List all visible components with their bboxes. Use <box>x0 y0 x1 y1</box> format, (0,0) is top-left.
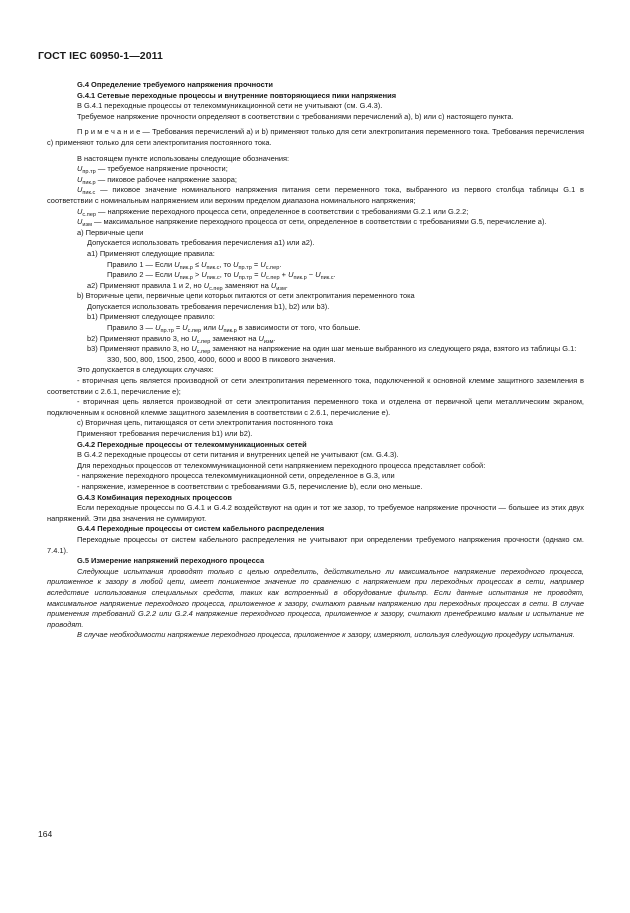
list-text: Допускается использовать требования перечисления b1), b2) или b3). <box>87 301 330 311</box>
symbol-definition: $U_{изм}$ — максимальное напряжение переходного процесса от сети, определенное в соответствии с требованиями G.5, перечисление a). <box>77 217 547 229</box>
paragraph: В G.4.1 переходные процессы от телекоммуникационной сети не учитывают (см. G.4.3). <box>77 101 383 111</box>
case-item: - вторичная цепь является производной от сети электропитания переменного тока и отделена от первичной цепи металлическим экраном, подключенным к основной клемме защитного заземления в соответствии с 2.6.1, перечисление e). <box>47 397 584 417</box>
section-heading-g43: G.4.3 Комбинация переходных процессов <box>77 492 232 502</box>
section-heading-g5: G.5 Измерение напряжений переходного процесса <box>77 556 265 566</box>
paragraph: Переходные процессы от систем кабельного распределения не учитывают при определении требуемого напряжения прочности (однако см. 7.4.1). <box>47 534 584 555</box>
list-item-a1: a1) Применяют следующие правила: <box>87 248 215 258</box>
symbol-definition: $U_{пик.с}$ — пиковое значение номинального напряжения питания сети переменного тока, выбранного из первого столбца таблицы G.1 в соответствии с номинальным напряжением или верхним пределом диапазона номинального напряжения; <box>47 185 584 205</box>
list-text: Применяют требования перечисления b1) или b2). <box>77 429 253 438</box>
italic-paragraph: Следующие испытания проводят только с целью определить, действительно ли максимальное напряжение переходного процесса, приложенное к зазору в любой цепи, имеет пониженное значение по сравнению с напряжением при переходных процессах в сети, например вследствие использования специальных средств, таких как встроенный в оборудование фильтр. Если данные испытания не проводят, максимальное напряжение переходного процесса, приложенное к зазору, считают равным напряжению при переходных процессах в сети. В случае применения требований G.2.2 или G.2.4 напряжение переходного процесса, приложенное к зазору, считают пренебрежимо малым и испытание не проводят. <box>47 566 584 629</box>
rule-1: Правило 1 — Если $U_{пик.р} \le U_{пик.с}$, то $U_{пр.тр} = U_{с.пер}$. <box>107 259 282 271</box>
italic-paragraph: В случае необходимости напряжение переходного процесса, приложенное к зазору, измеряют, используя следующую процедуру испытания. <box>77 630 575 640</box>
list-item-c: c) Вторичная цепь, питающаяся от сети электропитания постоянного тока <box>77 418 333 428</box>
bullet-item: - напряжение, измеренное в соответствии с требованиями G.5, перечисление b), если оно меньше. <box>77 481 423 491</box>
page-number: 164 <box>38 829 53 839</box>
list-item-b: b) Вторичные цепи, первичные цепи которых питаются от сети электропитания переменного тока <box>77 291 415 301</box>
section-heading-g4: G.4 Определение требуемого напряжения прочности <box>77 80 273 89</box>
bullet-item: - напряжение переходного процесса телекоммуникационной сети, определенное в G.3, или <box>77 471 395 481</box>
paragraph: Если переходные процессы по G.4.1 и G.4.2 воздействуют на один и тот же зазор, то требуемое напряжение прочности — большее из этих двух напряжений. Эти два значения не суммируют. <box>47 503 584 523</box>
list-item-b3: b3) Применяют правило 3, но $U_{с.пер}$ заменяют на напряжение на один шаг меньше выбранного из следующего ряда, взятого из таблицы G.1: <box>87 344 577 356</box>
paragraph: Требуемое напряжение прочности определяют в соответствии с требованиями перечислений a), b) или c) настоящего пункта. <box>77 111 514 121</box>
note-label: П р и м е ч а н и е <box>77 127 141 137</box>
document-header: ГОСТ IEC 60950-1—2011 <box>38 50 163 62</box>
list-text: Допускается использовать требования перечисления a1) или a2). <box>87 238 315 248</box>
symbol-definition: $U_{пр.тр}$ — требуемое напряжение прочности; <box>77 164 228 176</box>
section-heading-g41: G.4.1 Сетевые переходные процессы и внутренние повторяющиеся пики напряжения <box>77 90 397 100</box>
paragraph: В настоящем пункте использованы следующие обозначения: <box>77 153 290 163</box>
symbol-definition: $U_{пик.р}$ — пиковое рабочее напряжение зазора; <box>77 174 238 186</box>
list-item-b2: b2) Применяют правило 3, но $U_{с.пер}$ заменяют на $U_{изм}$. <box>87 333 276 345</box>
paragraph: В G.4.2 переходные процессы от сети питания и внутренних цепей не учитывают (см. G.4.3). <box>77 450 399 460</box>
value-series: 330, 500, 800, 1500, 2500, 4000, 6000 и 8000 В пикового значения. <box>107 354 336 364</box>
list-item-a: a) Первичные цепи <box>77 227 144 237</box>
symbol-definition: $U_{с.пер}$ — напряжение переходного процесса сети, определенное в соответствии с требованиями G.2.1 или G.2.2; <box>77 206 469 218</box>
rule-2: Правило 2 — Если $U_{пик.р} > U_{пик.с}$, то $U_{пр.тр} = U_{с.пер} + U_{пик.р} - U_{пик.с}$. <box>107 270 336 282</box>
list-item-a2: a2) Применяют правила 1 и 2, но $U_{с.пер}$ заменяют на $U_{изм}$. <box>87 280 288 292</box>
note <box>47 127 584 148</box>
paragraph: Для переходных процессов от телекоммуникационной сети напряжением переходного процесса представляет собой: <box>77 460 486 470</box>
rule-3: Правило 3 — $U_{пр.тр} = U_{с.пер}$ или $U_{пик.р}$ в зависимости от того, что больше. <box>107 323 361 335</box>
section-heading-g42: G.4.2 Переходные процессы от телекоммуникационных сетей <box>77 439 307 449</box>
paragraph: Это допускается в следующих случаях: <box>77 365 214 375</box>
section-heading-g44: G.4.4 Переходные процессы от систем кабельного распределения <box>77 524 325 534</box>
note-text: — Требования перечислений a) и b) применяют только для сети электропитания переменного тока. Требования перечисления c) применяют только для сети электропитания постоянного тока. <box>47 127 585 147</box>
list-item-b1: b1) Применяют следующее правило: <box>87 312 215 322</box>
case-item: - вторичная цепь является производной от сети электропитания переменного тока, подключенной к основной клемме защитного заземления в соответствии с 2.6.1, перечисление e); <box>47 376 584 396</box>
document-body <box>47 80 584 641</box>
